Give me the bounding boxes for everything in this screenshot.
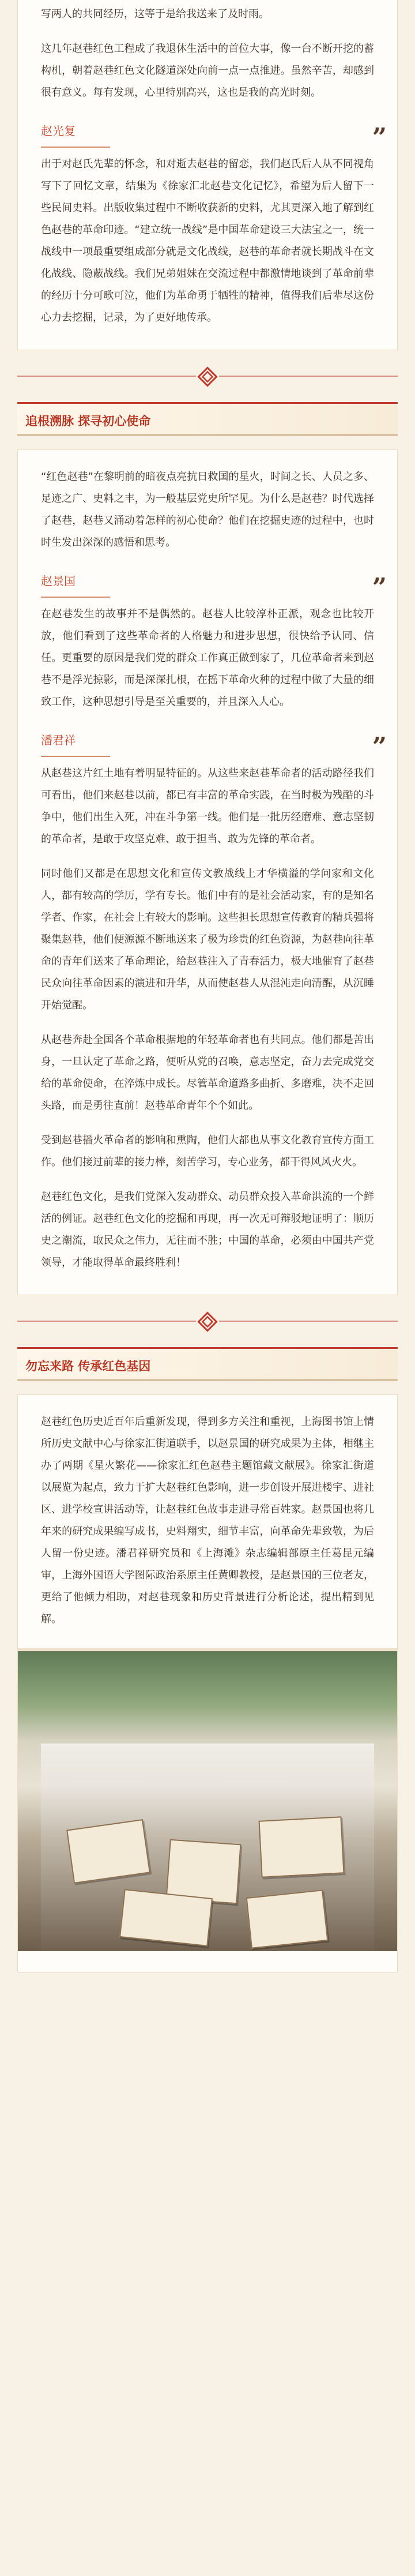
- exhibit-book: [119, 1889, 213, 1947]
- speaker-name: 赵光复: [41, 124, 76, 138]
- paragraph: 赵巷红色历史近百年后重新发现，得到多方关注和重视，上海图书馆上情所历史文献中心与徐家汇街道联手，以赵景国的研究成果为主体，相继主办了两期《星火繁花——徐家汇红色赵巷主题馆藏文献展》。徐家汇街道以展览为起点，致力于扩大赵巷红色影响，进一步创设开展进楼宇、进社区、进学校宣讲活动等，让赵巷红色故事走进寻常百姓家。赵景国也将几年来的研究成果编写成书，史料翔实，细节丰富，向革命先辈致敬，为后人留一份史迹。潘君祥研究员和《上海滩》杂志编辑部原主任葛昆元编审，上海外国语大学图际政治系原主任黄卿教授，是赵景国的三位老友，更给了他倾力相助，对赵巷现象和历史背景进行分析论述，提出精到见解。: [41, 1416, 374, 1625]
- exhibit-book: [66, 1819, 150, 1884]
- paragraph: 赵巷红色文化，是我们党深入发动群众、动员群众投入革命洪流的一个鲜活的例证。赵巷红色文化的挖掘和再现，再一次无可辩驳地证明了：顺历史之潮流，取民众之伟力，无往而不胜；中国的革命，必须由中国共产党领导，才能取得革命最终胜利！: [41, 1191, 374, 1269]
- speaker-block-zhao-guangfu: [41, 119, 387, 329]
- intro-card: [17, 0, 398, 350]
- speaker-header: [18, 569, 397, 603]
- knot-icon: [196, 1310, 219, 1333]
- paragraph: 在赵巷发生的故事并不是偶然的。赵巷人比较淳朴正派，观念也比较开放，他们看到了这些革命者的人格魅力和进步思想，很快给予认同、信任。更重要的原因是我们党的群众工作真正做到家了，几位革命者来到赵巷不是浮光掠影，而是深深扎根，在摇下革命火种的过程中做了大量的细致工作，这种思想引导是至关重要的，并且深入人心。: [41, 608, 374, 708]
- exhibit-book: [259, 1816, 345, 1877]
- speaker-block-zhao-jingguo: [41, 569, 387, 713]
- knot-icon: [196, 365, 219, 388]
- section-header: [17, 1347, 398, 1381]
- quote-icon: ”: [372, 732, 387, 762]
- speaker-underline: [41, 597, 110, 598]
- paragraph: 这几年赵巷红色工程成了我退休生活中的首位大事，像一台不断开挖的蓄构机，朝着赵巷红色文化隧道深处向前一点一点推进。虽然辛苦，却感到很有意义。每有发现，心里特别高兴，这也是我的高光时刻。: [41, 43, 374, 99]
- exhibit-book: [246, 1889, 329, 1949]
- speaker-header: [18, 728, 397, 763]
- quote-icon: ”: [372, 123, 387, 152]
- speaker-name: 潘君祥: [41, 733, 76, 747]
- section-divider: [0, 350, 415, 402]
- speaker-header: [18, 119, 397, 153]
- section-title: 勿忘来路 传承红色基因: [25, 1359, 151, 1373]
- paragraph: “红色赵巷”在黎明前的暗夜点亮抗日救国的星火，时间之长、人员之多、足迹之广、史料之丰，为一般基层党史所罕见。为什么是赵巷？时代选择了赵巷，赵巷又涌动着怎样的初心使命？他们在挖掘史迹的过程中，也时时生发出深深的感悟和思考。: [41, 471, 374, 549]
- speaker-block-pan-junxiang: [41, 728, 387, 1274]
- speaker-underline: [41, 756, 110, 757]
- speaker-name: 赵景国: [41, 574, 76, 588]
- paragraph: 同时他们又都是在思想文化和宣传文教战线上才华横溢的学问家和文化人，都有较高的学历，学有专长。他们中有的是社会活动家，有的是知名学者、作家，在社会上有较大的影响。这些担长思想宣传教育的精兵强将聚集赵巷，他们便源源不断地送来了极为珍贵的红色资源，为赵巷向往革命的青年们送来了革命理论，给赵巷注入了青春活力，极大地催育了赵巷民众向往革命因素的演进和升华，从而使赵巷人从混沌走向清醒，从沉睡开始觉醒。: [41, 868, 374, 1011]
- exhibition-photo: [18, 1648, 397, 1951]
- paragraph: 从赵巷这片红土地有着明显特征的。从这些来赵巷革命者的活动路径我们可看出，他们来赵巷以前，都已有丰富的革命实践，在当时极为残酷的斗争中，他们出生入死，冲在斗争第一线。他们是一批历经磨难、意志坚韧的革命者，是敢于攻坚克难、敢于担当、敢为先锋的革命者。: [41, 767, 374, 845]
- section1-card: [17, 449, 398, 1295]
- quote-icon: ”: [372, 573, 387, 602]
- paragraph: 从赵巷奔赴全国各个革命根据地的年轻革命者也有共同点。他们都是苦出身，一旦认定了革命之路，便听从党的召唤，意志坚定，奋力去完成党交给的革命使命，在淬炼中成长。尽管革命道路多曲折、多磨难，决不走回头路，而是勇往直前！赵巷革命青年个个如此。: [41, 1034, 374, 1112]
- section2-card: [17, 1394, 398, 1973]
- section-divider: [0, 1295, 415, 1347]
- paragraph: 出于对赵氏先辈的怀念，和对逝去赵巷的留恋，我们赵氏后人从不同视角写下了回忆文章，结集为《徐家汇北赵巷文化记忆》，希望为后人留下一些民间史料。出版收集过程中不断收获新的史料，尤其更深入地了解到红色赵巷的革命印迹。“建立统一战线”是中国革命建设三大法宝之一，统一战线中一项最重要组成部分就是文化战线，赵巷的革命者就长期战斗在文化战线、隐蔽战线。我们兄弟姐妹在交流过程中都激情地谈到了革命前辈的经历十分可歌可泣，他们为革命勇于牺牲的精神，值得我们后辈尽这份心力去挖掘，记录，为了更好地传承。: [41, 158, 374, 324]
- section-header: [17, 402, 398, 436]
- section-title: 追根溯脉 探寻初心使命: [25, 414, 151, 428]
- paragraph: 写两人的共同经历，这等于是给我送来了及时雨。: [41, 8, 269, 20]
- paragraph: 受到赵巷播火革命者的影响和熏陶，他们大都也从事文化教育宣传方面工作。他们接过前辈的接力棒，刻苦学习，专心业务，都干得风风火火。: [41, 1134, 374, 1168]
- speaker-underline: [41, 147, 110, 148]
